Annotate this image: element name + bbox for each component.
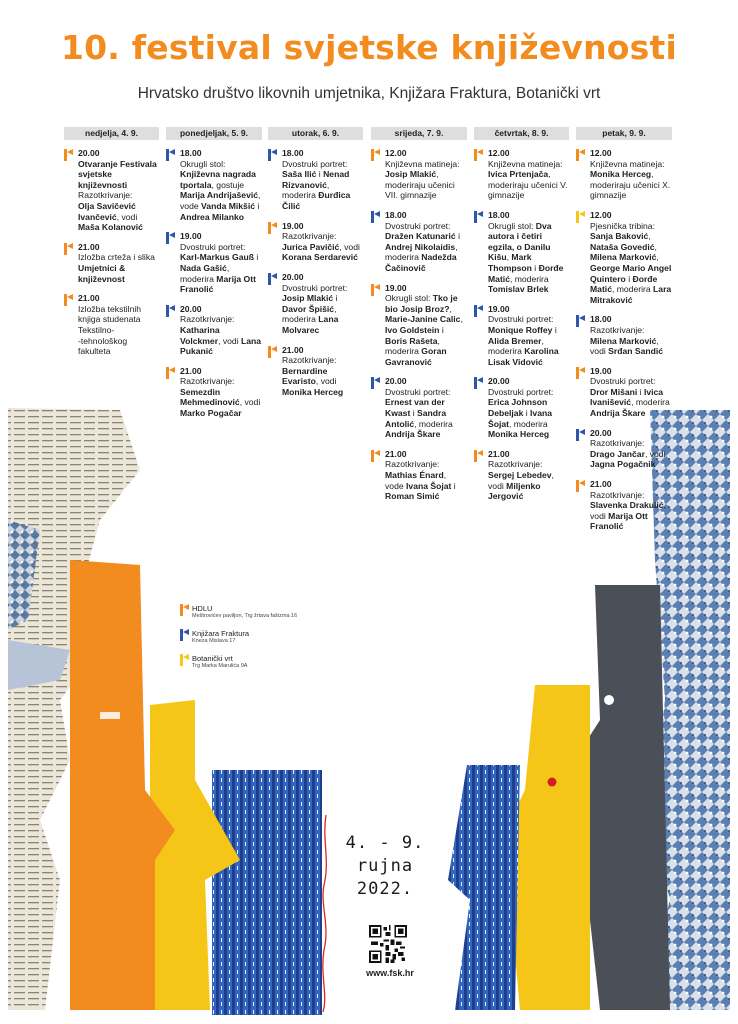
event-item xyxy=(576,479,672,532)
event-item xyxy=(474,210,569,295)
event-item xyxy=(166,366,262,419)
event-item xyxy=(474,148,569,201)
event-description: Razotkrivanje: Milena Marković, vodi Srđan Sandić xyxy=(590,324,664,357)
flag-yellow-icon xyxy=(180,654,189,666)
venue-fraktura xyxy=(180,629,297,645)
event-item xyxy=(371,376,467,440)
event-item xyxy=(268,345,363,398)
event-item xyxy=(576,428,672,470)
venue-address: Meštrovićev paviljon, Trg žrtava fašizma 16 xyxy=(192,613,298,619)
event-item xyxy=(64,242,159,284)
day-header-thursday: četvrtak, 8. 9. xyxy=(474,127,569,140)
event-description: Razotkrivanje: Bernardine Evaristo, vodi Monika Herceg xyxy=(282,355,344,397)
event-description: Okrugli stol: Tko je bio Josip Broz?, Marie-Janine Calic, Ivo Goldstein i Boris Rašeta, moderira Goran Gavranović xyxy=(385,293,463,367)
venue-legend xyxy=(180,604,297,679)
venue-address: Trg Marka Marulića 9A xyxy=(192,663,248,669)
venue-botanicki-vrt xyxy=(180,654,297,670)
organizers-subtitle: Hrvatsko društvo likovnih umjetnika, Knjižara Fraktura, Botanički vrt xyxy=(137,85,601,102)
venue-flag-icon xyxy=(474,211,483,223)
venue-name: HDLU xyxy=(192,604,213,613)
event-description: Razotkrivanje: Drago Jančar, vodi Jagna Pogačnik xyxy=(590,438,666,470)
event-item xyxy=(371,449,467,502)
event-item xyxy=(576,366,672,419)
event-time: 21.00 xyxy=(590,479,612,490)
venue-flag-icon xyxy=(166,232,175,244)
venue-flag-icon xyxy=(474,305,483,317)
event-description: Književna matineja: Monika Herceg, moderiraju učenici X. gimnazije xyxy=(590,158,671,201)
event-time: 18.00 xyxy=(180,148,202,158)
event-time: 20.00 xyxy=(385,376,407,387)
venue-flag-icon xyxy=(474,377,483,389)
festival-title: 10. festival svjetske književnosti xyxy=(60,28,678,67)
event-description: Dvostruki portret: Josip Mlakić i Davor Špišić, moderira Lana Molvarec xyxy=(282,282,348,335)
event-time: 20.00 xyxy=(78,148,100,158)
event-time: 12.00 xyxy=(385,148,407,158)
event-time: 21.00 xyxy=(385,448,407,459)
venue-flag-icon xyxy=(268,149,277,161)
day-header-friday: petak, 9. 9. xyxy=(576,127,672,140)
venue-flag-icon xyxy=(474,450,483,462)
event-time: 20.00 xyxy=(488,376,510,387)
event-item xyxy=(371,148,467,201)
venue-flag-icon xyxy=(576,211,585,223)
event-description: Razotkrivanje: Sergej Lebedev, vodi Miljenko Jergović xyxy=(488,459,554,502)
event-description: Dvostruki portret: Dražen Katunarić i Andrej Nikolaidis, moderira Nadežda Čačinovič xyxy=(385,220,460,273)
event-time: 20.00 xyxy=(282,271,304,282)
venue-flag-icon xyxy=(371,377,380,389)
event-item xyxy=(576,210,672,305)
event-description: Književna matineja: Josip Mlakić, moderiraju učenici VII. gimnazije xyxy=(385,158,460,201)
venue-flag-icon xyxy=(576,480,585,492)
venue-flag-icon xyxy=(371,149,380,161)
schedule-column-friday xyxy=(576,148,672,541)
event-time: 19.00 xyxy=(282,220,304,231)
festival-dates xyxy=(345,832,425,901)
event-time: 20.00 xyxy=(180,303,202,314)
dates-month: rujna xyxy=(356,856,414,876)
event-time: 12.00 xyxy=(488,148,510,158)
venue-flag-icon xyxy=(166,149,175,161)
venue-flag-icon xyxy=(371,284,380,296)
event-description: Dvostruki portret: Dror Mišani i Ivica Ivanišević, moderira Andrija Škare xyxy=(590,376,670,419)
event-item xyxy=(474,376,569,440)
venue-flag-icon xyxy=(166,305,175,317)
event-item xyxy=(166,231,262,295)
venue-name: Knjižara Fraktura xyxy=(192,629,250,638)
event-time: 21.00 xyxy=(180,365,202,376)
event-time: 18.00 xyxy=(488,209,510,220)
event-description: Književna matineja: Ivica Prtenjača, moderiraju učenici V. gimnazije xyxy=(488,158,568,201)
event-item xyxy=(474,304,569,368)
dates-range: 4. - 9. xyxy=(345,833,425,853)
venue-name: Botanički vrt xyxy=(192,654,233,663)
schedule-column-tuesday xyxy=(268,148,363,406)
event-item xyxy=(166,304,262,357)
event-description: Razotkrivanje: Katharina Volckmer, vodi Lana Pukanić xyxy=(180,314,262,357)
website-link[interactable]: www.fsk.hr xyxy=(366,968,414,978)
event-description: Pjesnička tribina: Sanja Baković, Nataša Govedić, Milena Marković, George Mario Angel Quintero i Đorđe Matić, moderira Lara Mitraković xyxy=(590,220,672,305)
event-time: 19.00 xyxy=(590,365,612,376)
venue-flag-icon xyxy=(166,367,175,379)
event-item xyxy=(166,148,262,222)
event-time: 18.00 xyxy=(385,209,407,220)
schedule-column-sunday xyxy=(64,148,159,366)
event-time: 18.00 xyxy=(590,314,612,325)
event-item xyxy=(64,293,159,357)
event-time: 19.00 xyxy=(180,231,202,242)
venue-flag-icon xyxy=(474,149,483,161)
venue-flag-icon xyxy=(576,149,585,161)
venue-flag-icon xyxy=(371,450,380,462)
schedule-column-monday xyxy=(166,148,262,428)
event-description: Izložba tekstilnih knjiga studenata Tekstilno- -tehnološkog fakulteta xyxy=(78,303,142,357)
day-header-tuesday: utorak, 6. 9. xyxy=(268,127,363,140)
event-description: Dvostruki portret: Saša Ilić i Nenad Rizvanović, moderira Đurđica Čilić xyxy=(282,158,351,211)
schedule-column-thursday xyxy=(474,148,569,511)
venue-flag-icon xyxy=(268,346,277,358)
venue-flag-icon xyxy=(64,243,73,255)
venue-flag-icon xyxy=(371,211,380,223)
event-time: 18.00 xyxy=(282,148,304,158)
event-time: 21.00 xyxy=(78,241,100,252)
event-item xyxy=(371,283,467,368)
flag-orange-icon xyxy=(180,604,189,616)
event-description: Dvostruki portret: Erica Johnson Debeljak i Ivana Šojat, moderira Monika Herceg xyxy=(488,386,554,440)
event-item xyxy=(576,148,672,201)
event-description: Razotkrivanje: Semezdin Mehmedinović, vodi Marko Pogačar xyxy=(180,376,261,419)
event-item xyxy=(371,210,467,274)
event-description: Okrugli stol: Dva autora i četiri egzila, o Danilu Kišu, Mark Thompson i Đorđe Matić, moderira Tomislav Brlek xyxy=(488,220,564,295)
event-description: Dvostruki portret: Ernest van der Kwast i Sandra Antolić, moderira Andrija Škare xyxy=(385,386,453,440)
event-description: Razotkrivanje: Jurica Pavičić, vodi Korana Serdarević xyxy=(282,231,360,263)
event-item xyxy=(268,221,363,263)
event-description: Razotkrivanje: Slavenka Drakulić, vodi Marija Ott Franolić xyxy=(590,489,666,532)
venue-address: Kneza Mislava 17 xyxy=(192,638,236,644)
venue-flag-icon xyxy=(268,222,277,234)
day-header-wednesday: srijeda, 7. 9. xyxy=(371,127,467,140)
event-time: 21.00 xyxy=(488,448,510,459)
venue-flag-icon xyxy=(576,315,585,327)
venue-flag-icon xyxy=(64,294,73,306)
event-time: 20.00 xyxy=(590,427,612,438)
flag-blue-icon xyxy=(180,629,189,641)
day-header-sunday: nedjelja, 4. 9. xyxy=(64,127,159,140)
event-time: 12.00 xyxy=(590,209,612,220)
event-item xyxy=(268,148,363,212)
venue-flag-icon xyxy=(268,273,277,285)
event-description: Dvostruki portret: Karl-Markus Gauß i Nada Gašić, moderira Marija Ott Franolić xyxy=(180,241,259,295)
event-description: Otvaranje Festivala svjetske književnosti Razotkrivanje: Olja Savičević Ivančević, vodi Maša Kolanović xyxy=(78,158,157,233)
event-description: Izložba crteža i slika Umjetnici & književnost xyxy=(78,252,155,284)
event-time: 19.00 xyxy=(385,282,407,293)
venue-flag-icon xyxy=(576,367,585,379)
qr-code-icon[interactable] xyxy=(369,925,407,963)
schedule-column-wednesday xyxy=(371,148,467,511)
venue-flag-icon xyxy=(576,429,585,441)
dates-year: 2022. xyxy=(356,879,414,899)
event-time: 19.00 xyxy=(488,303,510,314)
event-description: Razotkrivanje: Mathias Énard, vode Ivana Šojat i Roman Simić xyxy=(385,459,456,502)
event-time: 21.00 xyxy=(282,344,304,355)
event-description: Okrugli stol: Književna nagrada tportala, gostuje Marija Andrijašević, vode Vanda Mikšić i Andrea Milanko xyxy=(180,158,261,222)
event-description: Dvostruki portret: Monique Roffey i Alida Bremer, moderira Karolina Lisak Vidović xyxy=(488,314,559,367)
day-header-monday: ponedjeljak, 5. 9. xyxy=(166,127,262,140)
event-item xyxy=(474,449,569,502)
event-item xyxy=(64,148,159,233)
event-item xyxy=(576,314,672,356)
venue-flag-icon xyxy=(64,149,73,161)
event-time: 21.00 xyxy=(78,293,100,304)
event-item xyxy=(268,272,363,336)
venue-hdlu xyxy=(180,604,297,620)
event-time: 12.00 xyxy=(590,148,612,158)
